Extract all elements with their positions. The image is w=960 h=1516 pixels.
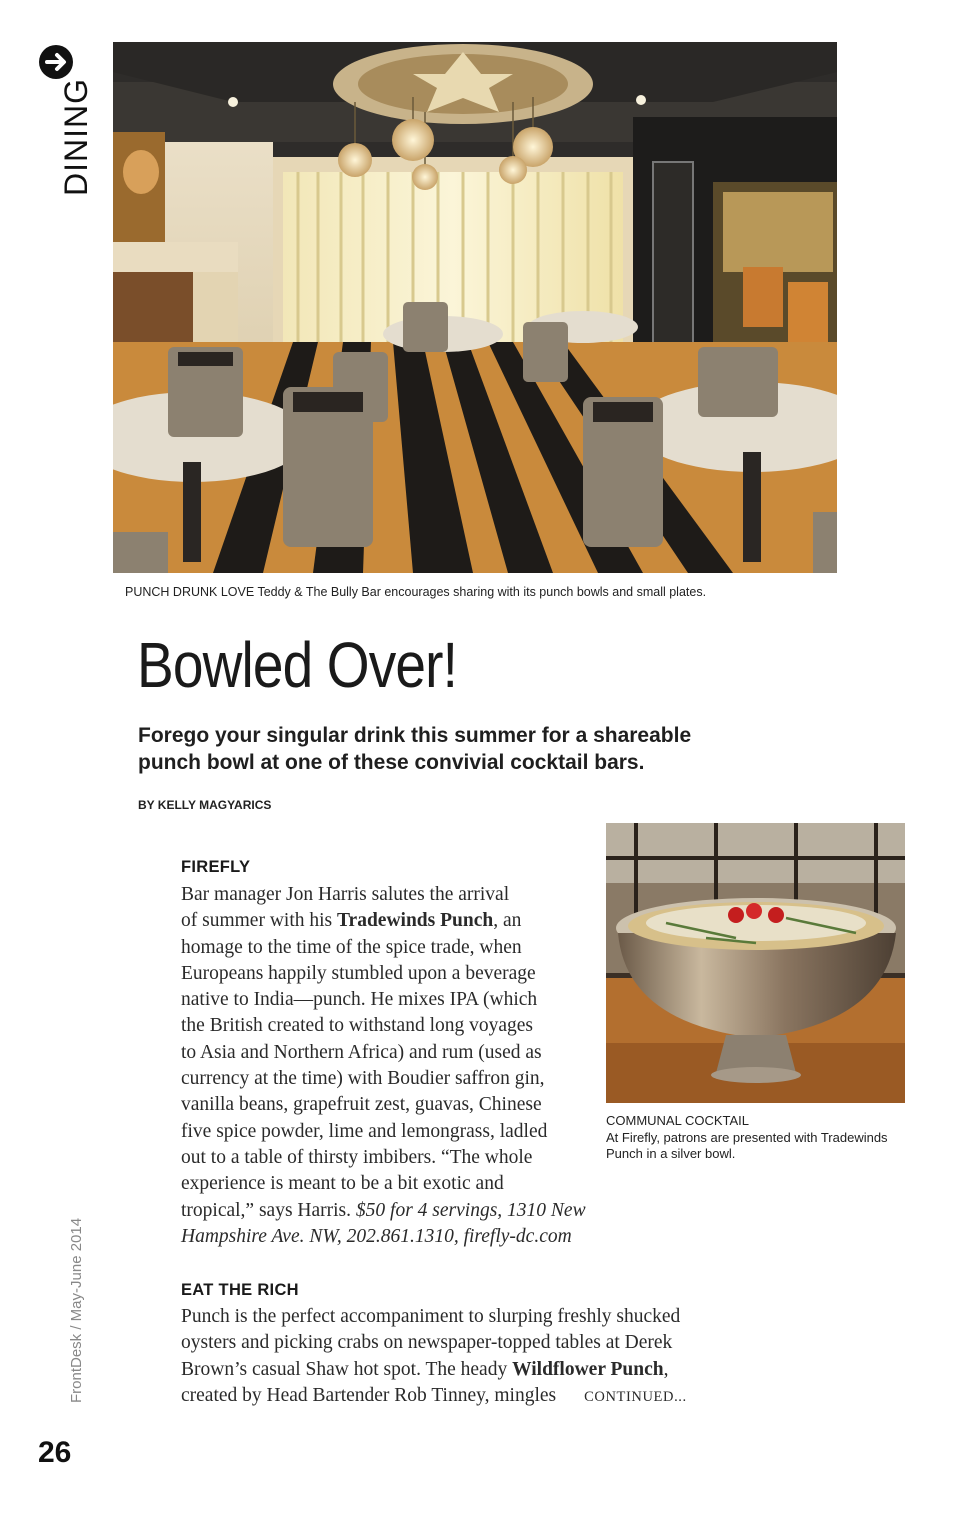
body-line bbox=[181, 1383, 741, 1409]
hero-photo bbox=[113, 42, 837, 573]
body-text-run: , bbox=[663, 1358, 669, 1380]
side-caption bbox=[606, 1113, 906, 1163]
drink-name-wildflower: Wildflower Punch bbox=[512, 1358, 664, 1380]
body-line: Bar manager Jon Harris salutes the arrival bbox=[181, 884, 510, 905]
section-label: DINING bbox=[58, 78, 94, 196]
body-line bbox=[181, 1357, 741, 1383]
body-line: homage to the time of the spice trade, when bbox=[181, 936, 522, 958]
arrow-right-circle-icon bbox=[38, 44, 74, 80]
venue-info-line: Hampshire Ave. NW, 202.861.1310, firefly-dc.com bbox=[181, 1225, 572, 1247]
drink-name-tradewinds: Tradewinds Punch bbox=[337, 910, 494, 932]
section-heading-firefly: FIREFLY bbox=[181, 858, 251, 876]
body-line: five spice powder, lime and lemongrass, ladled bbox=[181, 1120, 548, 1142]
hero-caption-text: Teddy & The Bully Bar encourages sharing with its punch bowls and small plates. bbox=[257, 585, 707, 599]
body-line: experience is meant to be a bit exotic and bbox=[181, 1173, 504, 1195]
eat-the-rich-body bbox=[181, 1304, 741, 1409]
hero-caption-head: PUNCH DRUNK LOVE bbox=[125, 585, 255, 599]
body-line: the British created to withstand long voyages bbox=[181, 1015, 534, 1037]
continued-label: CONTINUED... bbox=[584, 1388, 687, 1405]
venue-info: $50 for 4 servings, 1310 New bbox=[355, 1199, 586, 1221]
body-text-run: Brown’s casual Shaw hot spot. The heady bbox=[181, 1358, 513, 1380]
body-line: vanilla beans, grapefruit zest, guavas, Chinese bbox=[181, 1094, 542, 1116]
body-line bbox=[181, 908, 621, 934]
body-text-run: of summer with his bbox=[181, 910, 337, 932]
body-line: Europeans happily stumbled upon a beverage bbox=[181, 962, 536, 984]
body-line: oysters and picking crabs on newspaper-topped tables at Derek bbox=[181, 1332, 673, 1354]
body-line: out to a table of thirsty imbibers. “The whole bbox=[181, 1146, 533, 1168]
article-byline: BY KELLY MAGYARICS bbox=[138, 798, 272, 812]
article-dek: Forego your singular drink this summer for a shareable punch bowl at one of these convivial cocktail bars. bbox=[138, 724, 692, 774]
side-caption-head: COMMUNAL COCKTAIL bbox=[606, 1113, 750, 1128]
section-heading-eat-the-rich: EAT THE RICH bbox=[181, 1281, 299, 1299]
firefly-body bbox=[181, 882, 621, 1250]
side-caption-text: At Firefly, patrons are presented with Tradewinds Punch in a silver bowl. bbox=[606, 1129, 888, 1161]
publication-footer: FrontDesk / May-June 2014 bbox=[68, 1217, 85, 1403]
article-title: Bowled Over! bbox=[137, 629, 458, 701]
body-line: native to India—punch. He mixes IPA (which bbox=[181, 989, 538, 1011]
body-line bbox=[181, 1198, 621, 1224]
hero-caption bbox=[125, 585, 706, 599]
body-line: Punch is the perfect accompaniment to slurping freshly shucked bbox=[181, 1306, 681, 1327]
body-text-run: tropical,” says Harris. bbox=[181, 1199, 356, 1221]
body-text-run: created by Head Bartender Rob Tinney, mingles bbox=[181, 1384, 557, 1406]
body-line: currency at the time) with Boudier saffron gin, bbox=[181, 1068, 545, 1090]
body-text-run: , an bbox=[493, 910, 522, 932]
side-photo bbox=[606, 823, 905, 1103]
body-line: to Asia and Northern Africa) and rum (used as bbox=[181, 1041, 542, 1063]
page-number: 26 bbox=[38, 1436, 72, 1469]
